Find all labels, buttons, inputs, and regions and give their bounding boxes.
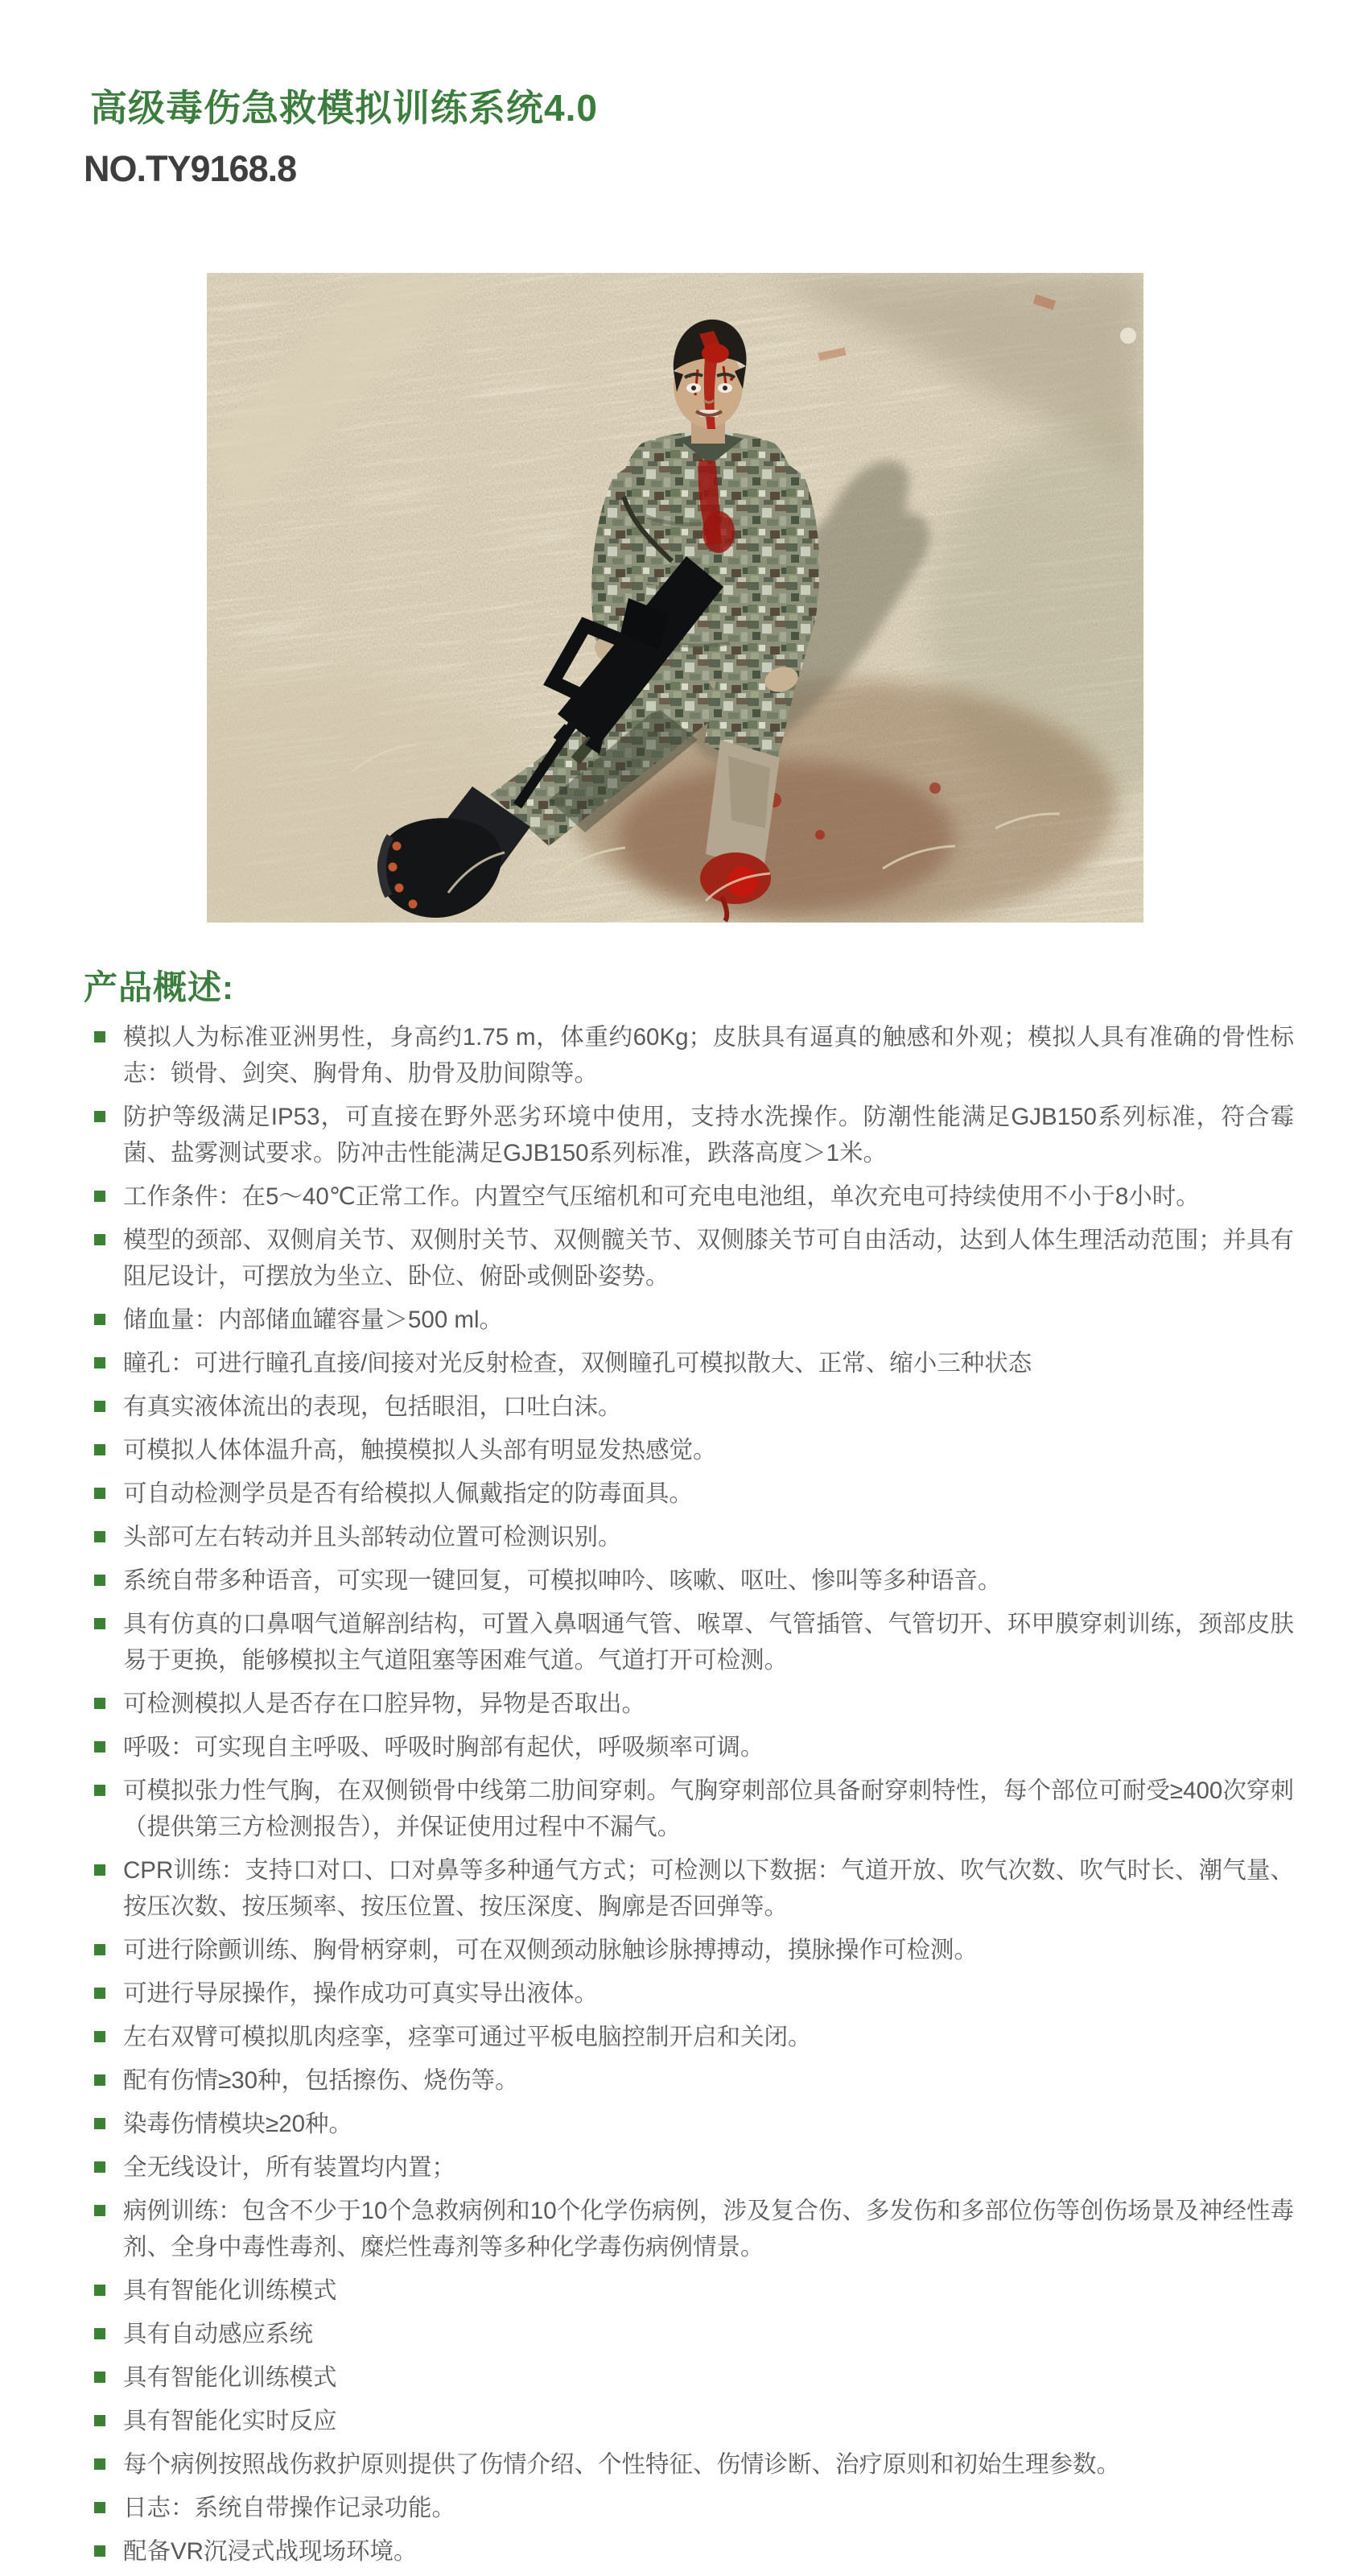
- feature-item: [93, 1222, 1294, 1294]
- bullet-square-icon: [94, 1444, 105, 1455]
- page-title: 高级毒伤急救模拟训练系统4.0: [90, 87, 598, 129]
- bullet-square-icon: [94, 1234, 105, 1245]
- feature-item: [93, 1389, 1294, 1425]
- feature-text: 头部可左右转动并且头部转动位置可检测识别。: [123, 1524, 622, 1550]
- feature-text: CPR训练：支持口对口、口对鼻等多种通气方式；可检测以下数据：气道开放、吹气次数、吹气时长、潮气量、按压次数、按压频率、按压位置、按压深度、胸廓是否回弹等。: [123, 1857, 1294, 1920]
- feature-item: [93, 2359, 1294, 2396]
- feature-item: [93, 1563, 1294, 1599]
- product-photo: [207, 273, 1143, 923]
- bullet-square-icon: [94, 2074, 105, 2086]
- bullet-square-icon: [94, 1531, 105, 1542]
- feature-text: 具有自动感应系统: [123, 2321, 314, 2347]
- feature-item: [93, 1476, 1294, 1512]
- feature-text: 具有智能化训练模式: [123, 2364, 337, 2391]
- bullet-square-icon: [94, 1785, 105, 1796]
- feature-text: 可自动检测学员是否有给模拟人佩戴指定的防毒面具。: [123, 1480, 694, 1507]
- feature-text: 可检测模拟人是否存在口腔异物，异物是否取出。: [123, 1690, 646, 1717]
- feature-item: [93, 1932, 1294, 1968]
- feature-item: [93, 1606, 1294, 1678]
- feature-text: 防护等级满足IP53，可直接在野外恶劣环境中使用，支持水洗操作。防潮性能满足GJB150系列标准，符合霉菌、盐雾测试要求。防冲击性能满足GJB150系列标准，跌落高度＞1米。: [123, 1104, 1294, 1166]
- feature-text: 有真实液体流出的表现，包括眼泪，口吐白沫。: [123, 1393, 622, 1420]
- bullet-square-icon: [94, 2458, 105, 2470]
- feature-text: 模型的颈部、双侧肩关节、双侧肘关节、双侧髋关节、双侧膝关节可自由活动，达到人体生理活动范围；并具有阻尼设计，可摆放为坐立、卧位、俯卧或侧卧姿势。: [123, 1227, 1294, 1290]
- bullet-square-icon: [94, 1191, 105, 1202]
- feature-text: 染毒伤情模块≥20种。: [123, 2111, 353, 2137]
- feature-text: 配备VR沉浸式战现场环境。: [123, 2538, 418, 2565]
- bullet-square-icon: [94, 1357, 105, 1368]
- feature-text: 日志：系统自带操作记录功能。: [123, 2495, 456, 2521]
- bullet-square-icon: [94, 2161, 105, 2173]
- bullet-square-icon: [94, 2328, 105, 2339]
- bullet-square-icon: [94, 2118, 105, 2129]
- feature-item: [93, 1345, 1294, 1381]
- feature-text: 系统自带多种语音，可实现一键回复，可模拟呻吟、咳嗽、呕吐、惨叫等多种语音。: [123, 1567, 1002, 1594]
- feature-item: [93, 2446, 1294, 2483]
- bullet-square-icon: [94, 2372, 105, 2383]
- feature-text: 可模拟张力性气胸，在双侧锁骨中线第二肋间穿刺。气胸穿刺部位具备耐穿刺特性，每个部位可耐受≥400次穿刺（提供第三方检测报告），并保证使用过程中不漏气。: [123, 1777, 1294, 1840]
- feature-text: 储血量：内部储血罐容量＞500 ml。: [123, 1307, 504, 1333]
- feature-item: [93, 2019, 1294, 2055]
- bullet-square-icon: [94, 2502, 105, 2513]
- feature-item: [93, 2273, 1294, 2309]
- feature-item: [93, 1019, 1294, 1092]
- feature-text: 呼吸：可实现自主呼吸、呼吸时胸部有起伏，呼吸频率可调。: [123, 1734, 764, 1761]
- feature-item: [93, 1686, 1294, 1722]
- feature-text: 病例训练：包含不少于10个急救病例和10个化学伤病例，涉及复合伤、多发伤和多部位伤等创伤场景及神经性毒剂、全身中毒性毒剂、糜烂性毒剂等多种化学毒伤病例情景。: [123, 2198, 1294, 2260]
- bullet-square-icon: [94, 1314, 105, 1325]
- feature-text: 全无线设计，所有装置均内置；: [123, 2154, 456, 2181]
- feature-item: [93, 1099, 1294, 1171]
- section-heading: 产品概述:: [84, 968, 234, 1006]
- bullet-square-icon: [94, 1741, 105, 1752]
- bullet-square-icon: [94, 2285, 105, 2296]
- feature-item: [93, 1302, 1294, 1338]
- feature-text: 具有智能化实时反应: [123, 2408, 337, 2434]
- feature-item: [93, 1975, 1294, 2012]
- feature-item: [93, 1852, 1294, 1925]
- feature-text: 具有仿真的口鼻咽气道解剖结构，可置入鼻咽通气管、喉罩、气管插管、气管切开、环甲膜穿刺训练，颈部皮肤易于更换，能够模拟主气道阻塞等困难气道。气道打开可检测。: [123, 1611, 1294, 1674]
- feature-text: 每个病例按照战伤救护原则提供了伤情介绍、个性特征、伤情诊断、治疗原则和初始生理参数。: [123, 2451, 1121, 2478]
- feature-item: [93, 1729, 1294, 1765]
- bullet-square-icon: [94, 1988, 105, 1999]
- feature-item: [93, 2533, 1294, 2570]
- feature-item: [93, 2193, 1294, 2265]
- bullet-square-icon: [94, 2545, 105, 2557]
- feature-item: [93, 2106, 1294, 2142]
- bullet-square-icon: [94, 1618, 105, 1629]
- feature-list: [93, 1019, 1294, 2576]
- bullet-square-icon: [94, 1111, 105, 1122]
- bullet-square-icon: [94, 1864, 105, 1876]
- bullet-square-icon: [94, 1944, 105, 1955]
- bullet-square-icon: [94, 1575, 105, 1586]
- feature-item: [93, 1773, 1294, 1845]
- feature-text: 工作条件：在5～40℃正常工作。内置空气压缩机和可充电电池组，单次充电可持续使用不小于8小时。: [123, 1183, 1200, 1210]
- bullet-square-icon: [94, 2205, 105, 2216]
- feature-text: 瞳孔：可进行瞳孔直接/间接对光反射检查，双侧瞳孔可模拟散大、正常、缩小三种状态: [123, 1350, 1032, 1377]
- feature-item: [93, 2403, 1294, 2439]
- feature-item: [93, 1519, 1294, 1555]
- feature-text: 配有伤情≥30种，包括擦伤、烧伤等。: [123, 2067, 519, 2094]
- model-number: NO.TY9168.8: [84, 148, 297, 189]
- bullet-square-icon: [94, 2031, 105, 2042]
- bullet-square-icon: [94, 1488, 105, 1499]
- feature-item: [93, 1179, 1294, 1215]
- feature-item: [93, 2149, 1294, 2186]
- feature-text: 可模拟人体体温升高，触摸模拟人头部有明显发热感觉。: [123, 1437, 717, 1463]
- bullet-square-icon: [94, 1401, 105, 1412]
- feature-text: 可进行导尿操作，操作成功可真实导出液体。: [123, 1980, 599, 2007]
- feature-item: [93, 1432, 1294, 1468]
- feature-item: [93, 2316, 1294, 2352]
- feature-text: 可进行除颤训练、胸骨柄穿刺，可在双侧颈动脉触诊脉搏搏动，摸脉操作可检测。: [123, 1937, 979, 1963]
- feature-item: [93, 2062, 1294, 2099]
- bullet-square-icon: [94, 1031, 105, 1042]
- feature-text: 左右双臂可模拟肌肉痉挛，痉挛可通过平板电脑控制开启和关闭。: [123, 2024, 812, 2050]
- feature-text: 具有智能化训练模式: [123, 2277, 337, 2304]
- mannequin-photo-illustration: [207, 273, 1143, 923]
- bullet-square-icon: [94, 2415, 105, 2426]
- feature-item: [93, 2490, 1294, 2526]
- bullet-square-icon: [94, 1698, 105, 1709]
- feature-text: 模拟人为标准亚洲男性，身高约1.75 m，体重约60Kg；皮肤具有逼真的触感和外观；模拟人具有准确的骨性标志：锁骨、剑突、胸骨角、肋骨及肋间隙等。: [123, 1024, 1294, 1087]
